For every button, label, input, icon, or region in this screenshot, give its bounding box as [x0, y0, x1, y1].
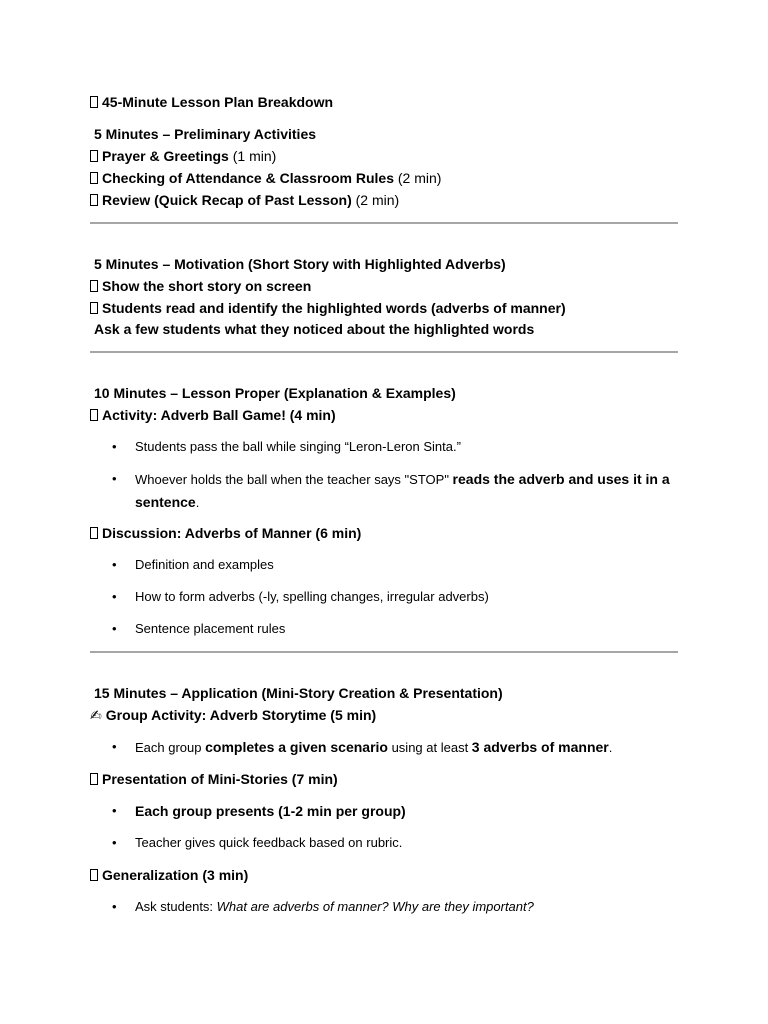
activity-heading-text: Activity: Adverb Ball Game! (4 min)	[102, 407, 336, 423]
list-item-text-plain: Ask students:	[135, 899, 217, 914]
list-item	[112, 618, 672, 640]
list-item-text	[135, 468, 672, 514]
group-activity-heading-text: Group Activity: Adverb Storytime (5 min)	[105, 707, 377, 723]
list-item	[112, 554, 672, 576]
preliminary-item	[90, 169, 690, 187]
discussion-heading	[90, 524, 690, 542]
list-item	[112, 586, 672, 608]
list-item-text: • Teacher gives quick feedback based on rubric.	[135, 835, 403, 850]
list-item-text: • Students pass the ball while singing “Leron-Leron Sinta.”	[135, 439, 461, 454]
preliminary-item-time: (2 min)	[355, 192, 400, 208]
list-item-text-bold: 3 adverbs of manner	[471, 739, 609, 755]
discussion-heading-text: Discussion: Adverbs of Manner (6 min)	[102, 525, 362, 541]
list-item	[112, 736, 672, 759]
preliminary-item	[90, 191, 690, 209]
missing-glyph-icon	[90, 773, 98, 785]
list-item	[112, 832, 672, 854]
motivation-item	[90, 277, 690, 295]
list-item-text-plain: .	[195, 495, 200, 510]
preliminary-item-label: Prayer & Greetings	[102, 148, 229, 164]
list-item	[112, 436, 672, 458]
lesson-proper-heading: 10 Minutes – Lesson Proper (Explanation & Examples)	[94, 385, 456, 401]
missing-glyph-icon	[90, 302, 98, 314]
writing-hand-icon: ✍	[90, 707, 102, 723]
list-item-text-italic: What are adverbs of manner? Why are they important?	[216, 899, 534, 914]
presentation-heading	[90, 770, 690, 788]
section-divider	[90, 351, 678, 353]
missing-glyph-icon	[90, 172, 98, 184]
list-item	[112, 800, 672, 823]
missing-glyph-icon	[90, 527, 98, 539]
missing-glyph-icon	[90, 96, 98, 108]
generalization-heading-text: Generalization (3 min)	[102, 867, 249, 883]
preliminary-item-label: Checking of Attendance & Classroom Rules	[102, 170, 394, 186]
lesson-plan-title	[90, 93, 690, 111]
missing-glyph-icon	[90, 280, 98, 292]
generalization-heading	[90, 866, 690, 884]
list-item-text-bold: completes a given scenario	[205, 739, 388, 755]
missing-glyph-icon	[90, 150, 98, 162]
motivation-heading: 5 Minutes – Motivation (Short Story with Highlighted Adverbs)	[94, 256, 506, 272]
missing-glyph-icon	[90, 869, 98, 881]
list-item-text	[135, 896, 672, 918]
preliminary-item-time: (1 min)	[232, 148, 277, 164]
list-item-text-plain: using at least	[387, 740, 472, 755]
missing-glyph-icon	[90, 194, 98, 206]
motivation-item	[90, 299, 690, 317]
list-item	[112, 896, 672, 918]
activity-heading	[90, 406, 690, 424]
missing-glyph-icon	[90, 409, 98, 421]
application-heading: 15 Minutes – Application (Mini-Story Creation & Presentation)	[94, 685, 503, 701]
motivation-item-text: Students read and identify the highlighted words (adverbs of manner)	[102, 300, 566, 316]
list-item-text-plain: Each group	[135, 740, 206, 755]
list-item-text	[135, 736, 672, 759]
list-item-text-plain: .	[608, 740, 613, 755]
group-activity-heading	[90, 706, 690, 724]
list-item-text: • Sentence placement rules	[135, 621, 286, 636]
list-item	[112, 468, 672, 514]
list-item-text-plain: Whoever holds the ball when the teacher says "STOP"	[135, 472, 453, 487]
motivation-item-text: Show the short story on screen	[102, 278, 312, 294]
preliminary-heading: 5 Minutes – Preliminary Activities	[94, 126, 317, 142]
presentation-heading-text: Presentation of Mini-Stories (7 min)	[102, 771, 338, 787]
title-text: 45-Minute Lesson Plan Breakdown	[102, 94, 334, 110]
section-divider	[90, 222, 678, 224]
list-item-text: • How to form adverbs (-ly, spelling changes, irregular adverbs)	[135, 589, 489, 604]
motivation-item: Ask a few students what they noticed about the highlighted words	[94, 321, 535, 337]
preliminary-item-time: (2 min)	[397, 170, 442, 186]
list-item-text-bold: Each group presents (1-2 min per group)	[135, 803, 406, 819]
list-item-text	[135, 800, 672, 823]
list-item-text-bold: reads the adverb and uses it in a sentence	[135, 471, 670, 510]
preliminary-item-label: Review (Quick Recap of Past Lesson)	[102, 192, 352, 208]
section-divider	[90, 651, 678, 653]
preliminary-item	[90, 147, 690, 165]
list-item-text: • Definition and examples	[135, 557, 274, 572]
